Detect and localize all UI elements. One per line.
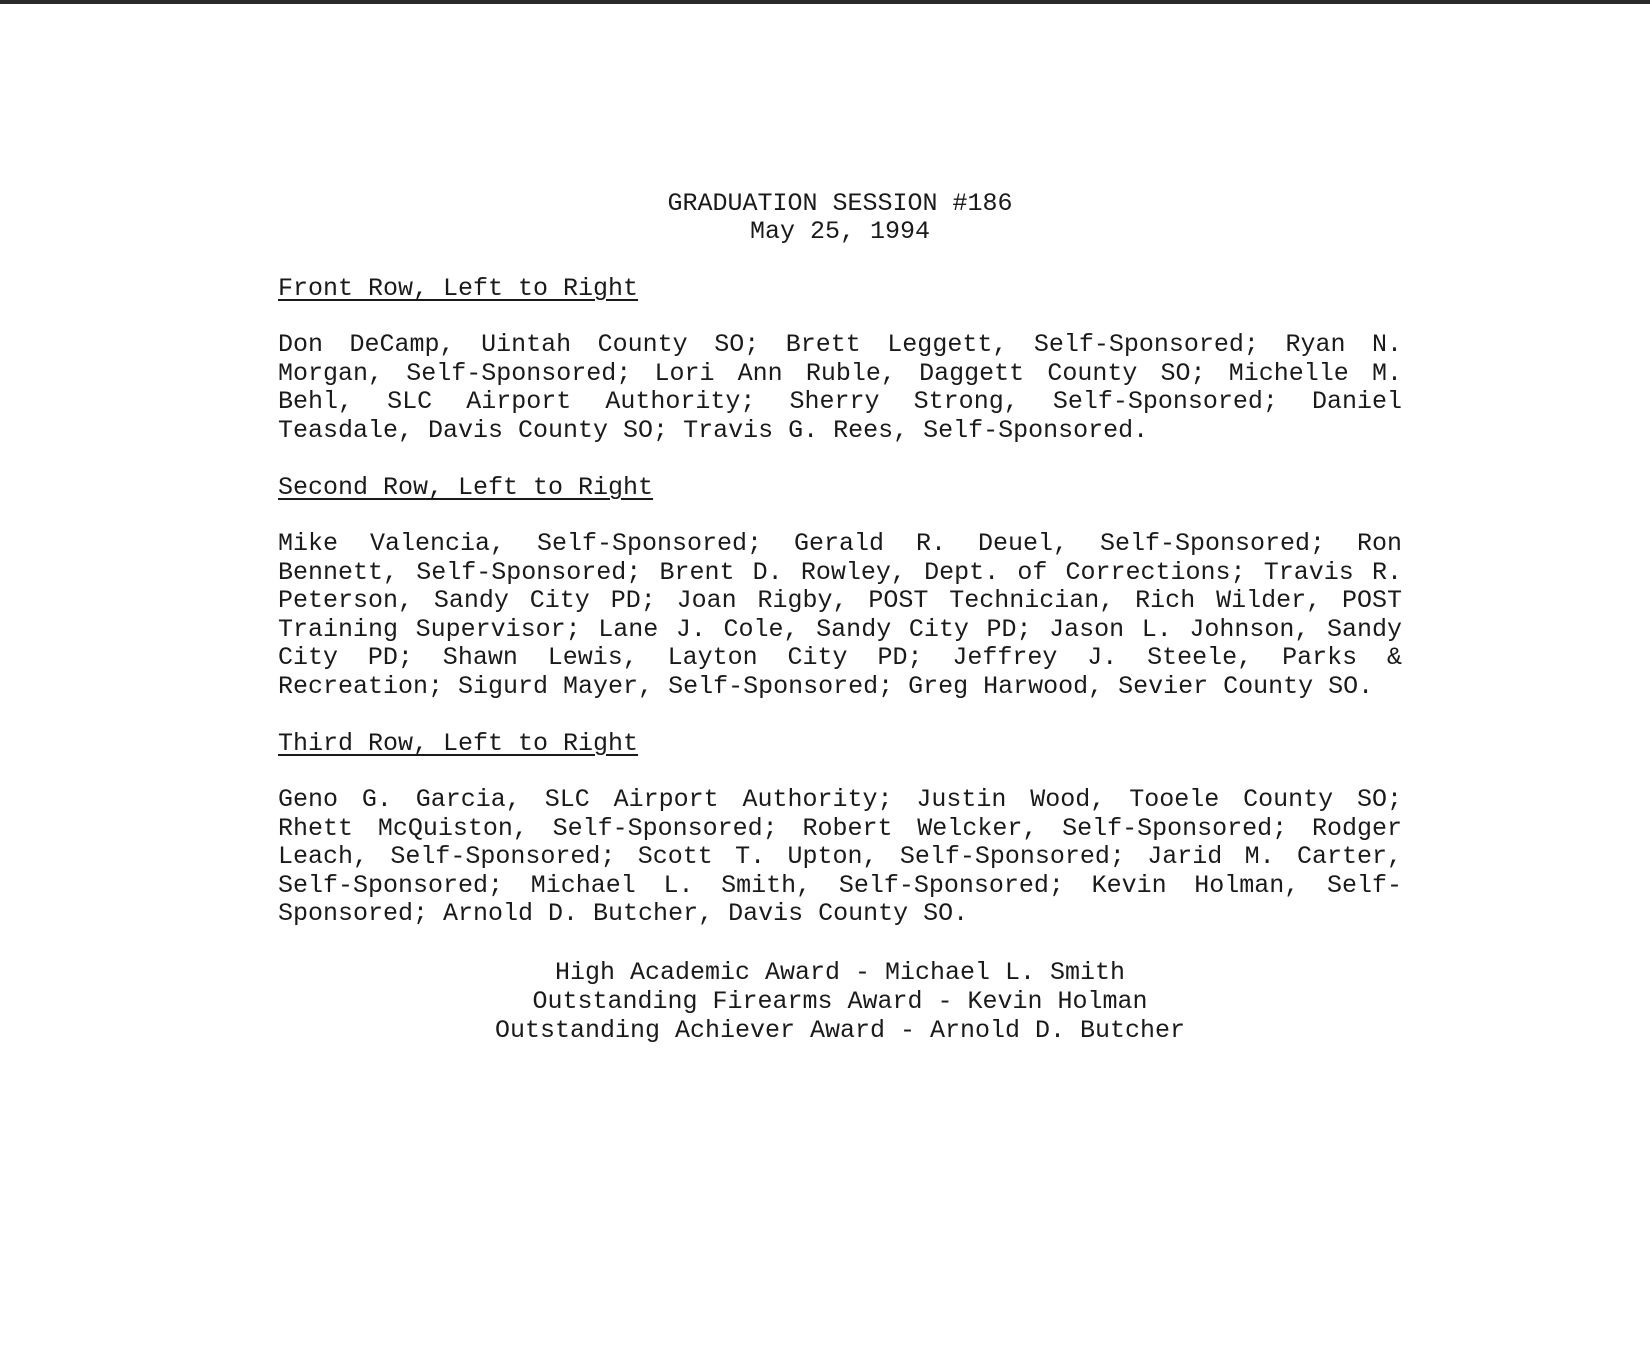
section-title: Third Row, Left to Right	[278, 729, 639, 758]
section-body: Mike Valencia, Self-Sponsored; Gerald R. Deuel, Self-Sponsored; Ron Bennett, Self-Sponsored; Brent D. Rowley, Dept. of Corrections; Travis R. Peterson, Sandy City PD; Joan Rigby, POST Technician, Rich Wilder, POST Training Supervisor; Lane J. Cole, Sandy City PD; Jason L. Johnson, Sandy City PD; Shawn Lewis, Layton City PD; Jeffrey J. Steele, Parks & Recreation; Sigurd Mayer, Self-Sponsored; Greg Harwood, Sevier County SO.	[278, 529, 1402, 701]
document-page	[278, 190, 1402, 1045]
section-title: Front Row, Left to Right	[278, 274, 639, 303]
section-front-row	[278, 275, 1402, 445]
document-title: GRADUATION SESSION #186	[667, 189, 1013, 218]
section-body: Don DeCamp, Uintah County SO; Brett Leggett, Self-Sponsored; Ryan N. Morgan, Self-Sponsored; Lori Ann Ruble, Daggett County SO; Michelle M. Behl, SLC Airport Authority; Sherry Strong, Self-Sponsored; Daniel Teasdale, Davis County SO; Travis G. Rees, Self-Sponsored.	[278, 330, 1402, 445]
section-title: Second Row, Left to Right	[278, 473, 654, 502]
document-header	[278, 190, 1402, 246]
section-body: Geno G. Garcia, SLC Airport Authority; Justin Wood, Tooele County SO; Rhett McQuiston, Self-Sponsored; Robert Welcker, Self-Sponsored; Rodger Leach, Self-Sponsored; Scott T. Upton, Self-Sponsored; Jarid M. Carter, Self-Sponsored; Michael L. Smith, Self-Sponsored; Kevin Holman, Self-Sponsored; Arnold D. Butcher, Davis County SO.	[278, 785, 1402, 928]
award-outstanding-firearms: Outstanding Firearms Award - Kevin Holman	[532, 986, 1148, 1016]
section-third-row	[278, 730, 1402, 929]
award-outstanding-achiever: Outstanding Achiever Award - Arnold D. Butcher	[494, 1015, 1186, 1045]
award-high-academic: High Academic Award - Michael L. Smith	[554, 957, 1126, 987]
scan-top-edge	[0, 0, 1650, 4]
section-second-row	[278, 474, 1402, 701]
awards-list	[278, 958, 1402, 1045]
document-date: May 25, 1994	[749, 217, 931, 246]
